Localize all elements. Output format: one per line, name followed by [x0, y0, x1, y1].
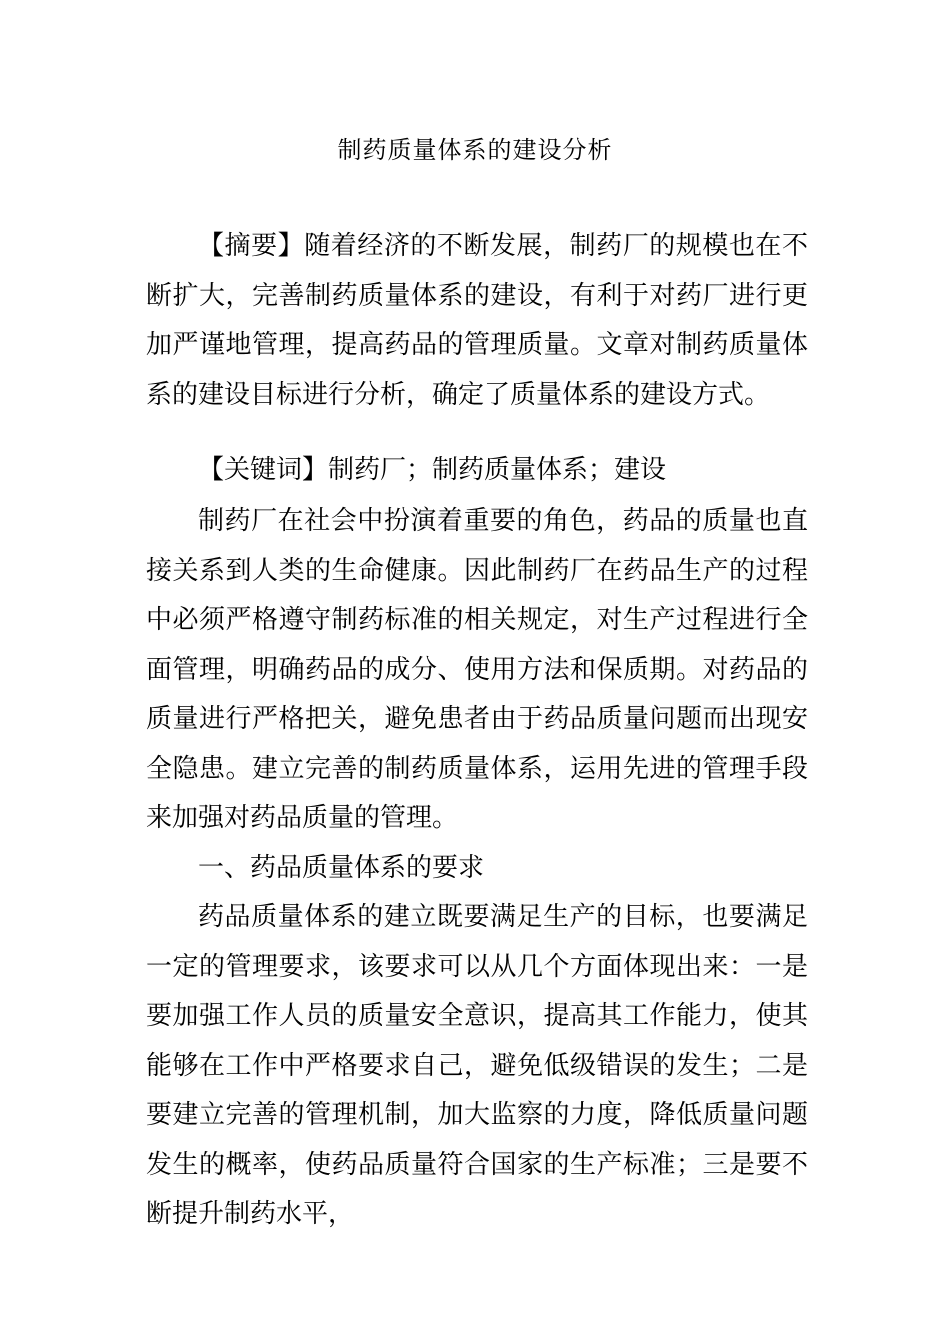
- section-heading-1: 一、药品质量体系的要求: [198, 853, 485, 883]
- body-paragraph-2: 药品质量体系的建立既要满足生产的目标，也要满足一定的管理要求，该要求可以从几个方面体现出来：一是要加强工作人员的质量安全意识，提高其工作能力，使其能够在工作中严格要求自己，避免低级错误的发生；二是要建立完善的管理机制，加大监察的力度，降低质量问题发生的概率，使药品质量符合国家的生产标准；三是要不断提升制药水平，: [146, 902, 808, 1229]
- keywords-label: 【关键词】: [198, 455, 329, 485]
- abstract-text: 随着经济的不断发展，制药厂的规模也在不断扩大，完善制药质量体系的建设，有利于对药厂进行更加严谨地管理，提高药品的管理质量。文章对制药质量体系的建设目标进行分析，确定了质量体系的建设方式。: [146, 231, 808, 410]
- keywords-paragraph: [146, 446, 808, 496]
- abstract-paragraph: [146, 222, 808, 420]
- abstract-label: 【摘要】: [198, 231, 305, 261]
- document-title: 制药质量体系的建设分析: [337, 136, 613, 164]
- body-paragraph-1: 制药厂在社会中扮演着重要的角色，药品的质量也直接关系到人类的生命健康。因此制药厂在药品生产的过程中必须严格遵守制药标准的相关规定，对生产过程进行全面管理，明确药品的成分、使用方法和保质期。对药品的质量进行严格把关，避免患者由于药品质量问题而出现安全隐患。建立完善的制药质量体系，运用先进的管理手段来加强对药品质量的管理。: [146, 506, 808, 833]
- keywords-text: 制药厂；制药质量体系；建设: [328, 455, 667, 485]
